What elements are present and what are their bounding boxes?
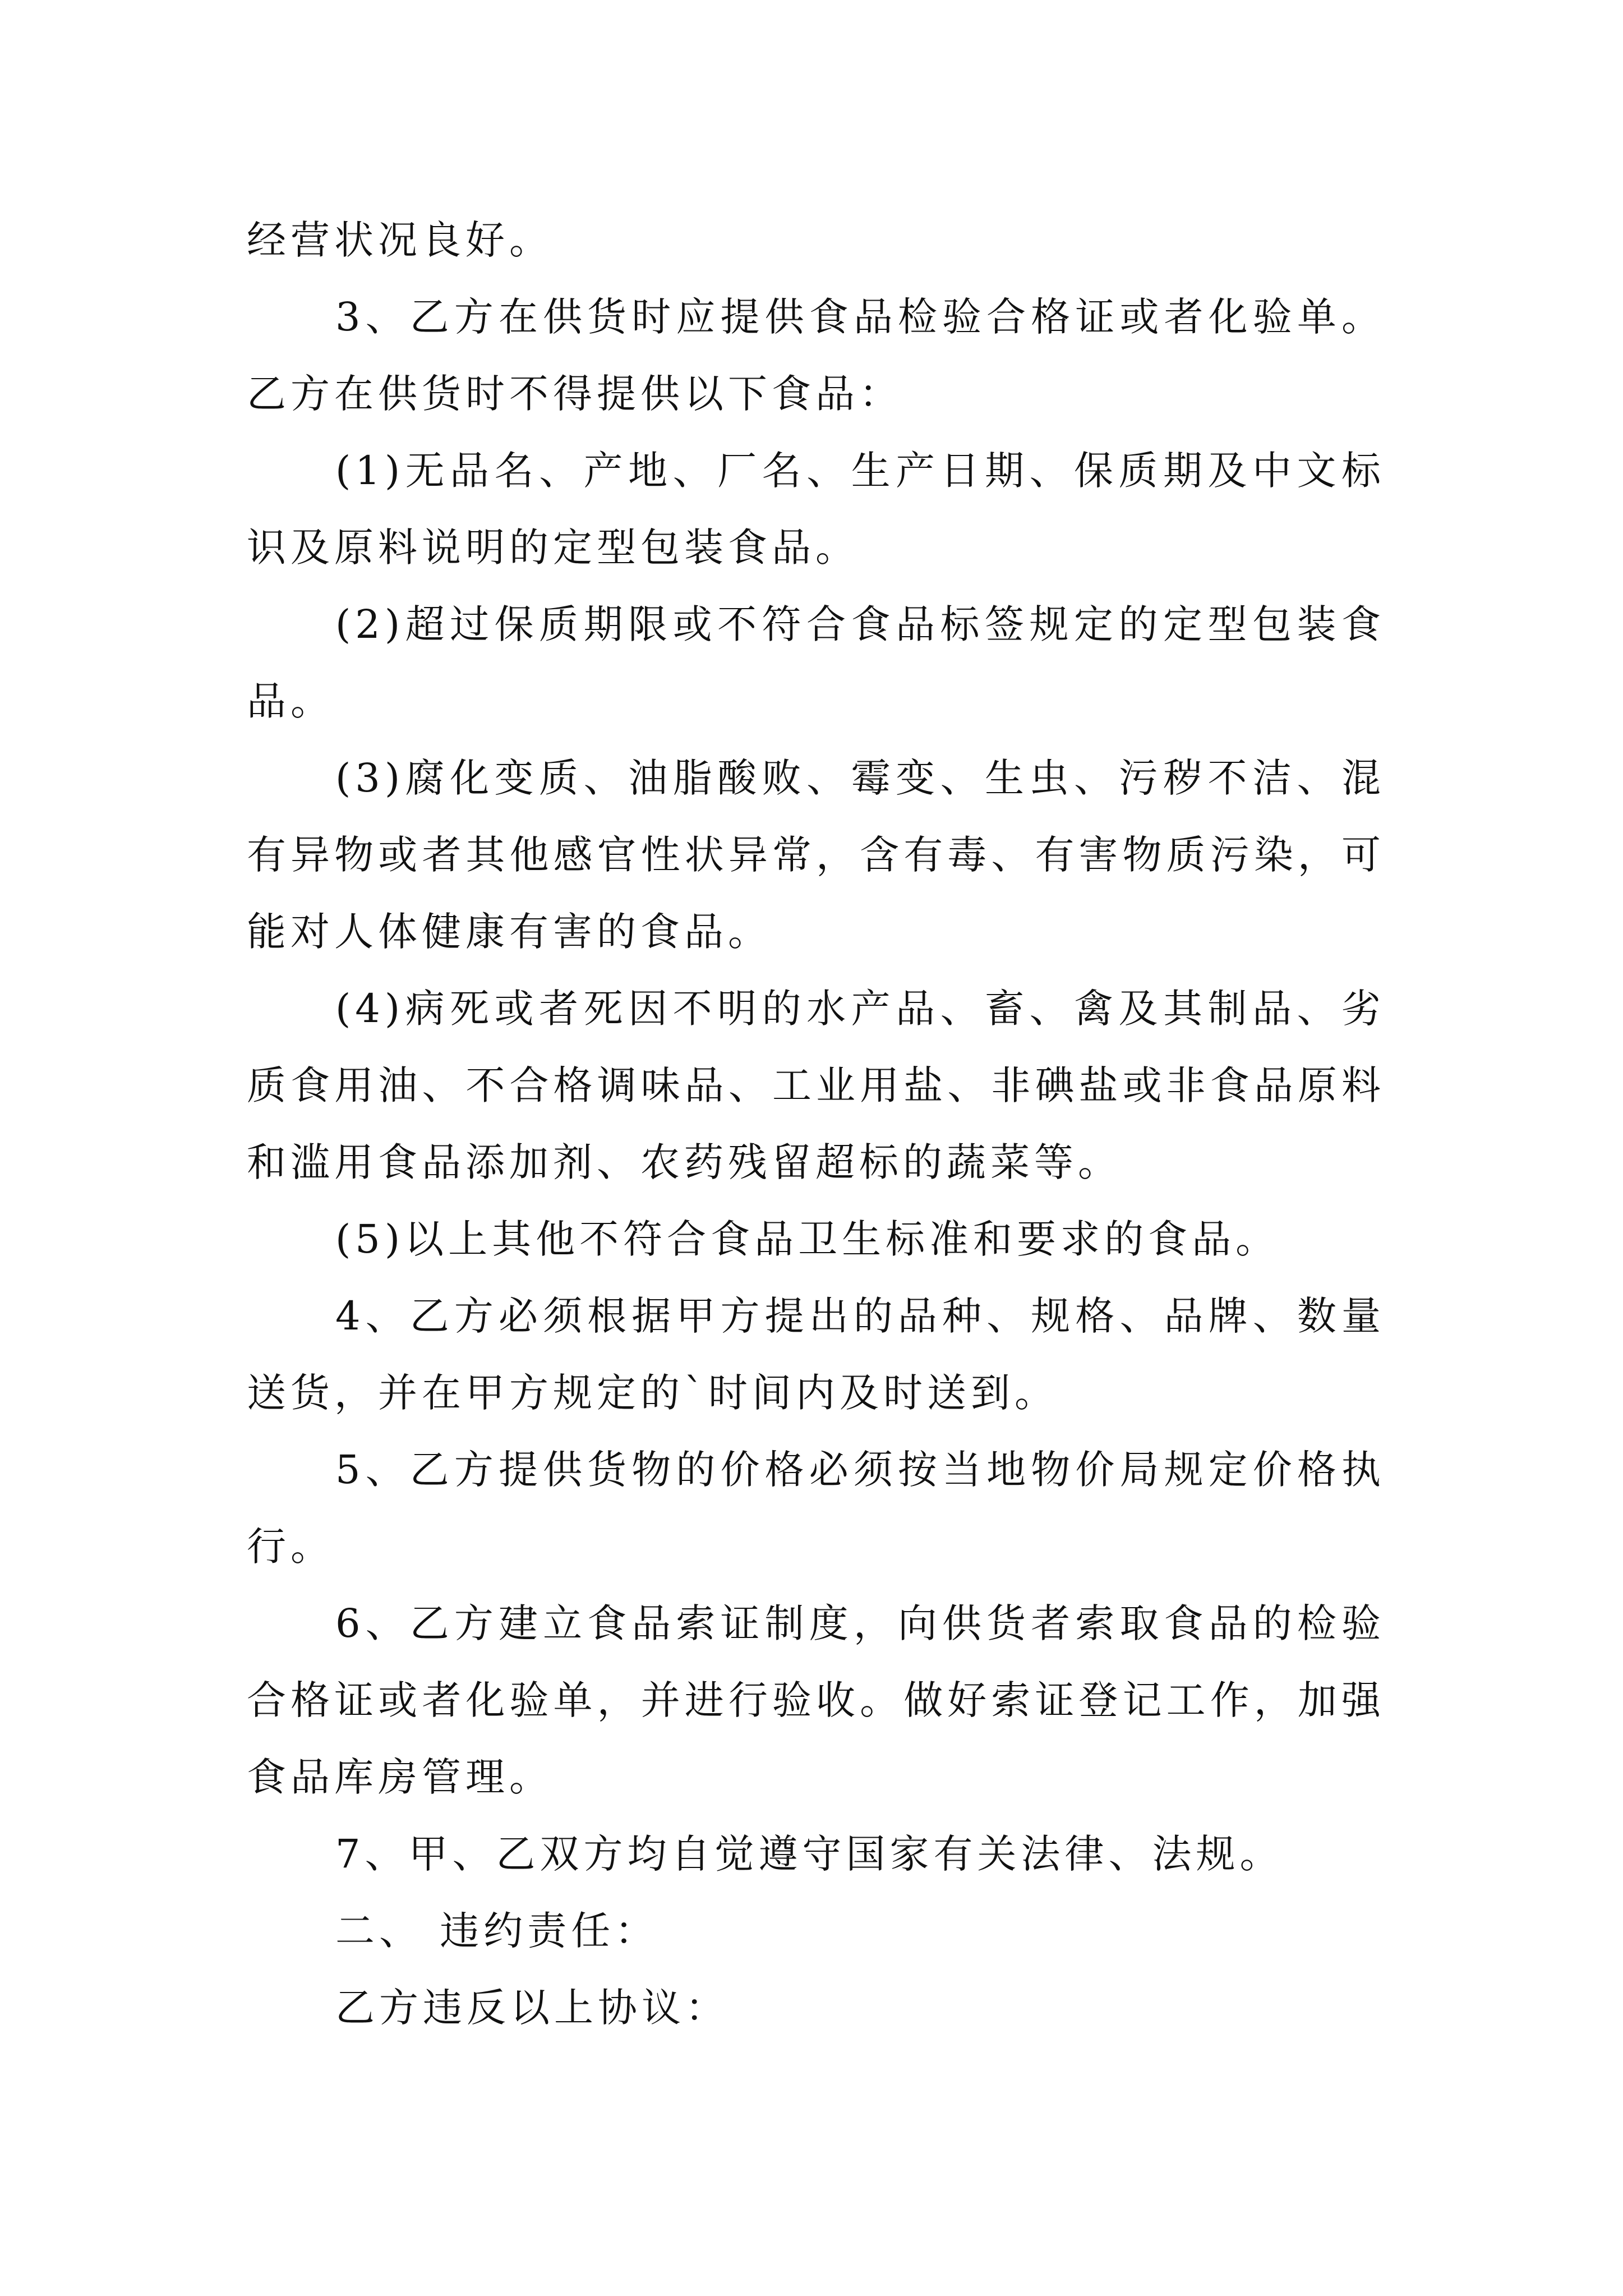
paragraph-subitem-4: (4)病死或者死因不明的水产品、畜、禽及其制品、劣质食用油、不合格调味品、工业用盐、非碘盐或非食品原料和滥用食品添加剂、农药残留超标的蔬菜等。 (247, 986, 1385, 1185)
paragraph-item-7: 7、甲、乙双方均自觉遵守国家有关法律、法规。 (335, 1831, 1284, 1877)
paragraph-breach-intro: 乙方违反以上协议： (335, 1985, 729, 2031)
paragraph-subitem-2: (2)超过保质期限或不符合食品标签规定的定型包装食品。 (247, 601, 1385, 724)
paragraph-item-6: 6、乙方建立食品索证制度，向供货者索取食品的检验合格证或者化验单，并进行验收。做好索证登记工作，加强食品库房管理。 (247, 1600, 1385, 1800)
section-heading-breach: 二、 违约责任： (335, 1908, 659, 1954)
paragraph-item-3: 3、乙方在供货时应提供食品检验合格证或者化验单。乙方在供货时不得提供以下食品： (247, 294, 1385, 417)
paragraph-continuation: 经营状况良好。 (247, 217, 553, 263)
document-body (247, 202, 1385, 2046)
paragraph-item-5: 5、乙方提供货物的价格必须按当地物价局规定价格执行。 (247, 1447, 1385, 1570)
paragraph-subitem-3: (3)腐化变质、油脂酸败、霉变、生虫、污秽不洁、混有异物或者其他感官性状异常，含有毒、有害物质污染，可能对人体健康有害的食品。 (247, 755, 1385, 955)
paragraph-subitem-5: (5)以上其他不符合食品卫生标准和要求的食品。 (335, 1216, 1280, 1262)
paragraph-item-4: 4、乙方必须根据甲方提出的品种、规格、品牌、数量送货，并在甲方规定的`时间内及时送到。 (247, 1293, 1385, 1416)
paragraph-subitem-1: (1)无品名、产地、厂名、生产日期、保质期及中文标识及原料说明的定型包装食品。 (247, 448, 1385, 570)
